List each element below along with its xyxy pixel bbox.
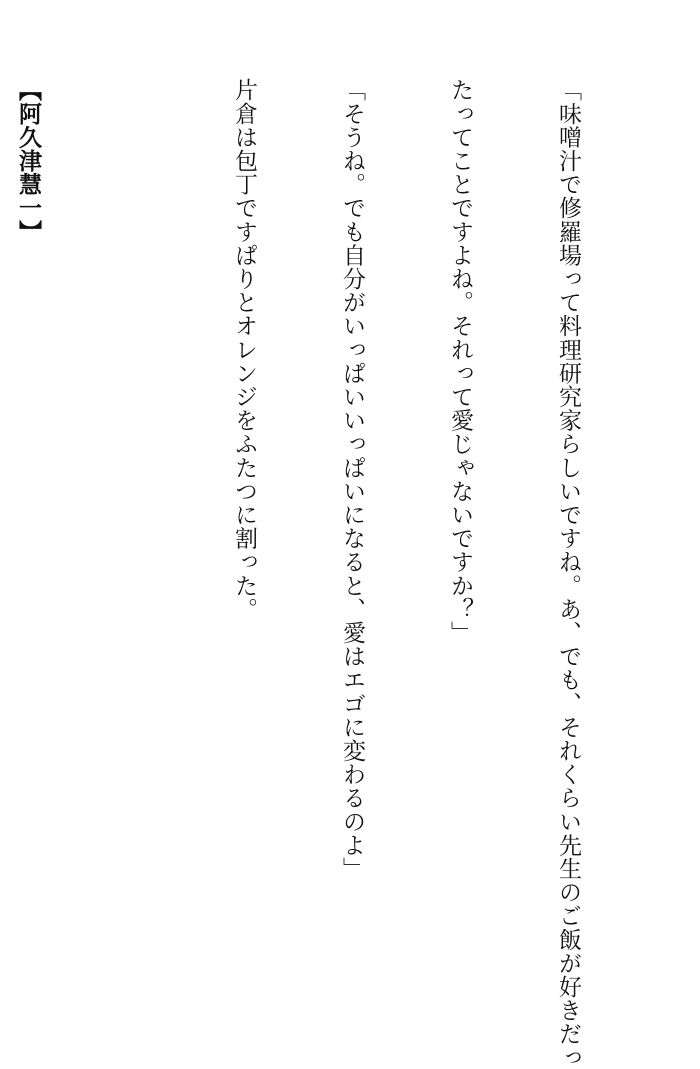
section-spacer: [118, 78, 154, 978]
text-line: 片倉は包丁ですぱりとオレンジをふたつに割った。: [231, 78, 257, 621]
text-line: 「そうね。でも自分がいっぱいいっぱいになると、愛はエゴに変わるのよ」: [339, 78, 365, 881]
text-line: 「味噌汁で修羅場って料理研究家らしいですね。あ、でも、それくらい先生のご飯が好きだっ: [555, 78, 581, 1069]
section-header: 【阿久津慧一】: [15, 78, 41, 244]
text-line: たってことですよね。それって愛じゃないですか？」: [447, 78, 473, 645]
vertical-text-body: [0, 78, 658, 1069]
